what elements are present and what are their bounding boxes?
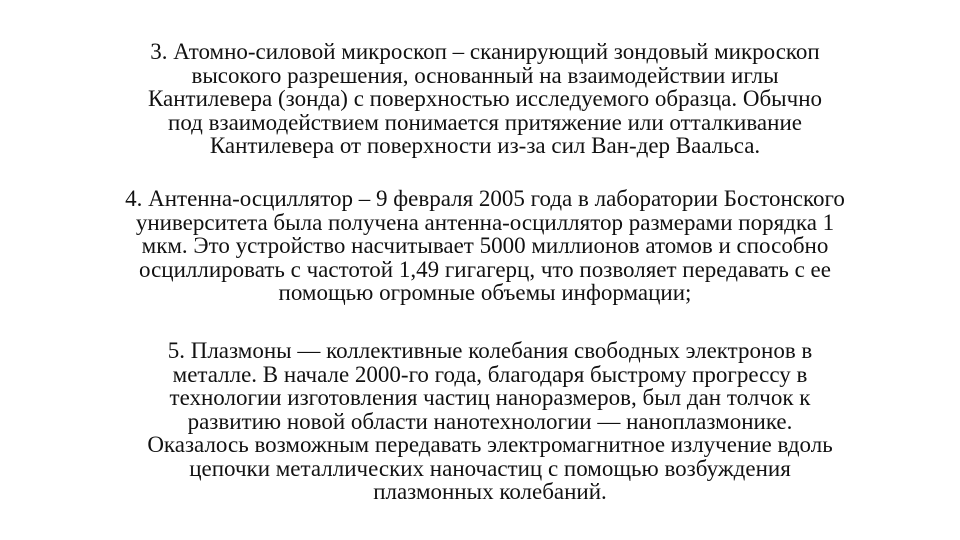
text-line: под взаимодействием понимается притяжение или отталкивание xyxy=(168,109,802,135)
text-line: плазмонных колебаний. xyxy=(373,479,607,504)
text-line: мкм. Это устройство насчитывает 5000 миллионов атомов и способно xyxy=(141,233,829,258)
paragraph-antenna-oscillator xyxy=(40,187,930,305)
paragraph-atomic-force-microscope xyxy=(70,40,900,158)
text-line: 3. Атомно-силовой микроскоп – сканирующий зондовый микроскоп xyxy=(150,39,820,64)
text-line: Оказалось возможным передавать электромагнитное излучение вдоль xyxy=(147,432,833,457)
text-line: цепочки металлических наночастиц с помощью возбуждения xyxy=(189,455,791,481)
text-line: осциллировать с частотой 1,49 гигагерц, что позволяет передавать с ее xyxy=(139,256,831,282)
text-line: 5. Плазмоны — коллективные колебания свободных электронов в xyxy=(167,338,813,363)
text-line: Кантилевера (зонда) с поверхностью исследуемого образца. Обычно xyxy=(147,86,823,111)
text-line: Кантилевера от поверхности из-за сил Ван-дер Ваальса. xyxy=(209,133,761,158)
text-line: университета была получена антенна-осциллятор размерами порядка 1 xyxy=(135,209,835,235)
text-line: технологии изготовления частиц наноразмеров, был дан толчок к xyxy=(169,385,811,410)
text-line: металле. В начале 2000-го года, благодаря быстрому прогрессу в xyxy=(172,361,808,387)
text-line: 4. Антенна-осциллятор – 9 февраля 2005 года в лаборатории Бостонского xyxy=(125,186,845,211)
text-line: помощью огромные объемы информации; xyxy=(278,280,692,305)
text-line: высокого разрешения, основанный на взаимодействии иглы xyxy=(191,62,779,88)
text-line: развитию новой области нанотехнологии — наноплазмонике. xyxy=(187,408,793,434)
paragraph-plasmons xyxy=(60,339,920,504)
